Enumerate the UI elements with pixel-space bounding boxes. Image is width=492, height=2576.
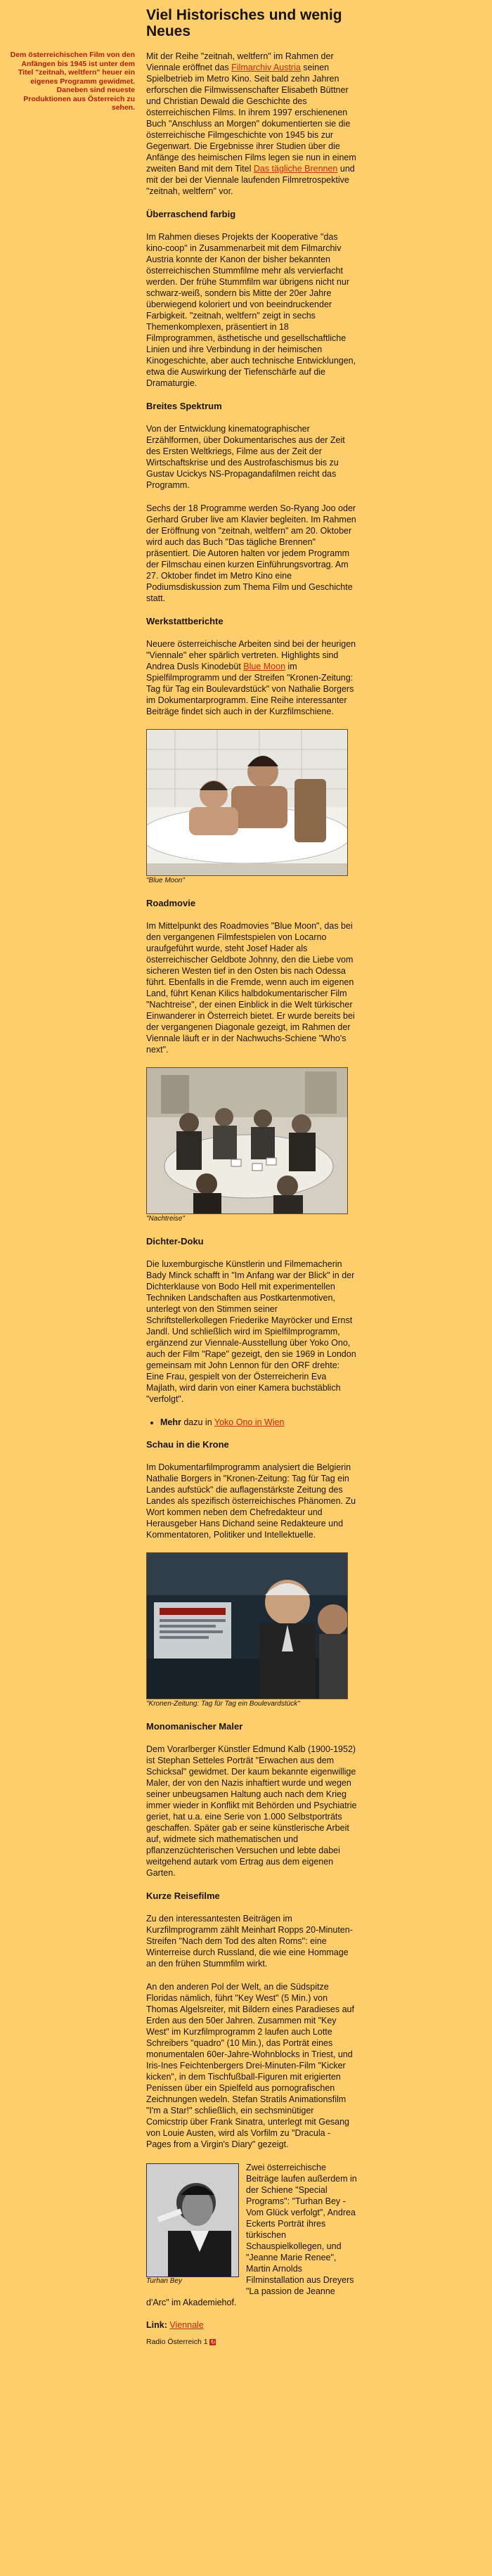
more-list [146, 1417, 357, 1428]
intro-text: Mit der Reihe "zeitnah, weltfern" im Rahmen der Viennale eröffnet das [146, 51, 334, 72]
photo-caption: Turhan Bey [146, 2277, 182, 2285]
section-heading: Kurze Reisefilme [146, 1891, 220, 1901]
article-body [146, 51, 357, 2348]
section-heading: Monomanischer Maler [146, 1721, 243, 1732]
paragraph-text: Neuere österreichische Arbeiten sind bei der heurigen "Viennale" eher spärlich vertreten. Highlights sind Andrea Dusls Kinodebüt [146, 639, 356, 671]
list-item [160, 1417, 357, 1428]
turhan-bey-figure [146, 2163, 239, 2286]
nachtreise-photo [146, 1067, 348, 1214]
more-text: dazu in [181, 1417, 214, 1427]
page-title: Viel Historisches und wenig Neues [146, 7, 342, 39]
kronen-zeitung-photo [146, 1552, 348, 1699]
paragraph: Im Mittelpunkt des Roadmovies "Blue Moon", das bei den vergangenen Filmfestspielen von Locarno uraufgeführt wurde, steht Josef Hader als österreichischer Geldbote Johnny, den die Liebe vom sicheren Westen tief in den Osten bis nach Odessa führt. Ebenfalls in die Fremde, wenn auch im eigenen Land, führt Kenan Kilics halbdokumentarischer Film "Nachtreise", der einen Einblick in die Welt türkischer Einwanderer in Österreich bietet. Er wurde bereits bei der vergangenen Diagonale gezeigt, im Rahmen der Viennale läuft er in der Nachwuchs-Schiene "Who's next". [146, 921, 355, 1055]
reload-icon[interactable]: ↻ [210, 2338, 216, 2345]
section-heading: Dichter-Doku [146, 1236, 204, 1247]
footer-link-line [146, 2319, 357, 2331]
paragraph-text: im Spielfilmprogramm und der Streifen "Kronen-Zeitung: Tag für Tag ein Boulevardstück" von Nathalie Borgers im Dokumentarprogramm. Eine Reihe interessanter Beiträge findet sich auch in der Kurzfilmschiene. [146, 662, 354, 716]
paragraph: Im Rahmen dieses Projekts der Kooperative "das kino-coop" in Zusammenarbeit mit dem Filmarchiv Austria konnte der Kanon der bisher bekannten österreichischen Stummfilme mehr als vervierfacht werden. Der frühe Stummfilm war übrigens nicht nur schwarz-weiß, sondern bis Mitte der 20er Jahre überwiegend koloriert und von beeindruckender Farbigkeit. "zeitnah, weltfern" zeigt in sechs Themenkomplexen, präsentiert in 18 Filmprogrammen, ästhetische und gesellschaftliche Linien und ihre Verbindung in der heimischen Kinogeschichte, aber auch technische Entwicklungen, etwa die Auswirkung der Tiefenschärfe auf die Dramaturgie. [146, 232, 356, 388]
paragraph: Zwei österreichische Beiträge laufen außerdem in der Schiene "Special Programs": "Turhan Bey - Vom Glück verfolgt", Andrea Eckerts Porträt ihres türkischen Schauspielkollegen, und "Jeanne Marie Renee", Martin Arnolds Filminstallation aus Dreyers "La passion de Jeanne d'Arc" im Akademiehof. [146, 2163, 357, 2307]
section-heading: Überraschend farbig [146, 209, 236, 219]
section-heading: Schau in die Krone [146, 1439, 229, 1450]
source-text: Radio Österreich 1 [146, 2338, 208, 2346]
source-line [146, 2336, 357, 2348]
section-heading: Breites Spektrum [146, 401, 222, 411]
photo-caption: "Kronen-Zeitung: Tag für Tag ein Boulevardstück" [146, 1700, 300, 1708]
yoko-ono-link[interactable]: Yoko Ono in Wien [214, 1417, 285, 1427]
viennale-link[interactable]: Viennale [169, 2320, 204, 2330]
turhan-bey-block [146, 2162, 357, 2308]
paragraph: Sechs der 18 Programme werden So-Ryang Joo oder Gerhard Gruber live am Klavier begleiten. Im Rahmen der Eröffnung von "zeitnah, weltfern" am 20. Oktober wird auch das Buch "Das tägliche Brennen" präsentiert. Die Autoren halten vor jedem Programm der Filmschau einen kurzen Einführungsvortrag. Am 27. Oktober findet im Metro Kino eine Podiumsdiskussion zum Thema Film und Geschichte statt. [146, 503, 356, 603]
intro-text: seinen Spielbetrieb im Metro Kino. Seit bald zehn Jahren erforschen die Filmwissenschafter Elisabeth Büttner und Christian Dewald die Geschichte des österreichischen Films. In ihrem 1997 erschienenen Buch "Anschluss an Morgen" dokumentierten sie die österreichische Filmgeschichte von 1945 bis zur Gegenwart. Die Ergebnisse ihrer Studien über die Anfänge des heimischen Films legen sie nun in einem zweiten Band mit dem Titel [146, 63, 356, 174]
intro-paragraph [146, 51, 357, 197]
turhan-bey-photo [146, 2163, 239, 2277]
blue-moon-link[interactable]: Blue Moon [243, 662, 286, 671]
photo-caption: "Nachtreise" [146, 1215, 185, 1223]
filmarchiv-link[interactable]: Filmarchiv Austria [231, 63, 301, 72]
paragraph: An den anderen Pol der Welt, an die Südspitze Floridas nämlich, führt "Key West" (5 Min.) von Thomas Algelsreiter, mit Bildern eines Paradieses auf Erden aus den 50er Jahren. Zusammen mit "Key West" im Kurzfilmprogramm 2 laufen auch Lotte Schreibers "quadro" (10 Min.), das Porträt eines monumentalen 60er-Jahre-Wohnblocks in Triest, und Iris-Ines Feichtenbergers Drei-Minuten-Film "Kicker kicken", in dem Tischfußball-Figuren mit erigierten Penissen über ein Spielfeld aus pornografischen Zeichnungen wedeln. Stefan Stratils Animationsfilm "I'm a Star!" schließlich, ein sechsminütiger Comicstrip über Frank Sinatra, unterlegt mit Gesang von Louie Austen, wird als Vorfilm zu "Dracula - Pages from a Virgin's Diary" gezeigt. [146, 1982, 354, 2149]
more-label: Mehr [160, 1417, 181, 1427]
link-label: Link: [146, 2320, 167, 2330]
paragraph [146, 638, 357, 717]
photo-caption: "Blue Moon" [146, 877, 185, 884]
paragraph: Dem Vorarlberger Künstler Edmund Kalb (1900-1952) ist Stephan Setteles Porträt "Erwachen aus dem Schicksal" gewidmet. Der kaum bekannte eigenwillige Maler, der von den Nazis inhaftiert wurde und wegen seiner unbeugsamen Haltung auch nach dem Krieg immer wieder in Konflikt mit Behörden und Psychiatrie geriet, hat u.a. eine Serie von 1.000 Selbstporträts geschaffen. Später gab er seine künstlerische Arbeit auf, widmete sich mathematischen und pflanzenzüchterischen Versuchen und lebte dabei weitgehend autark vom Ertrag aus dem eigenen Garten. [146, 1744, 357, 1878]
teaser: Dem österreichischen Film von den Anfängen bis 1945 ist unter dem Titel "zeitnah, weltfern" heuer ein eigenes Programm gewidmet. Daneben sind neueste Produktionen aus Österreich zu sehen. [10, 51, 135, 112]
taegliche-brennen-link[interactable]: Das tägliche Brennen [253, 164, 338, 174]
section-heading: Roadmovie [146, 898, 196, 908]
intro-text: und mit der bei der Viennale laufenden Filmretrospektive "zeitnah, weltfern" vor. [146, 164, 355, 196]
paragraph: Die luxemburgische Künstlerin und Filmemacherin Bady Minck schafft in "Im Anfang war der Blick" in der Dichterklause von Bodo Hell mit experimentellen Techniken Landschaften aus Postkartenmotiven, unterlegt von den Stimmen seiner Schriftstellerkollegen Friederike Mayröcker und Ernst Jandl. Und schließlich wird im Spielfilmprogramm, ergänzend zur Viennale-Ausstellung über Yoko Ono, auch der Film "Rape" gezeigt, den sie 1969 in London gemeinsam mit John Lennon für den ORF drehte: Eine Frau, gespielt von der Österreicherin Eva Majlath, wird darin von einer Kamera buchstäblich "verfolgt". [146, 1259, 356, 1404]
section-heading: Werkstattberichte [146, 616, 224, 626]
blue-moon-photo [146, 729, 348, 876]
paragraph: Von der Entwicklung kinematographischer Erzählformen, über Dokumentarisches aus der Zeit des Ersten Weltkriegs, Filme aus der Zeit der Wirtschaftskrise und des Austrofaschismus bis zu Gustav Ucickys NS-Propagandafilmen reicht das Programm. [146, 424, 345, 490]
paragraph: Zu den interessantesten Beiträgen im Kurzfilmprogramm zählt Meinhart Ropps 20-Minuten-Streifen "Nach dem Tod des alten Roms": eine Winterreise durch Russland, die wie eine Hommage an den frühen Stummfilm wirkt. [146, 1914, 353, 1969]
paragraph: Im Dokumentarfilmprogramm analysiert die Belgierin Nathalie Borgers in "Kronen-Zeitung: Tag für Tag ein Landes aufstück" die auflagenstärkste Zeitung des Landes als spezifisch österreichisches Phänomen. Zu Wort kommen neben dem Chefredakteur und Herausgeber Hans Dichand seine Redakteure und Kommentatoren, Politiker und Intellektuelle. [146, 1462, 356, 1540]
